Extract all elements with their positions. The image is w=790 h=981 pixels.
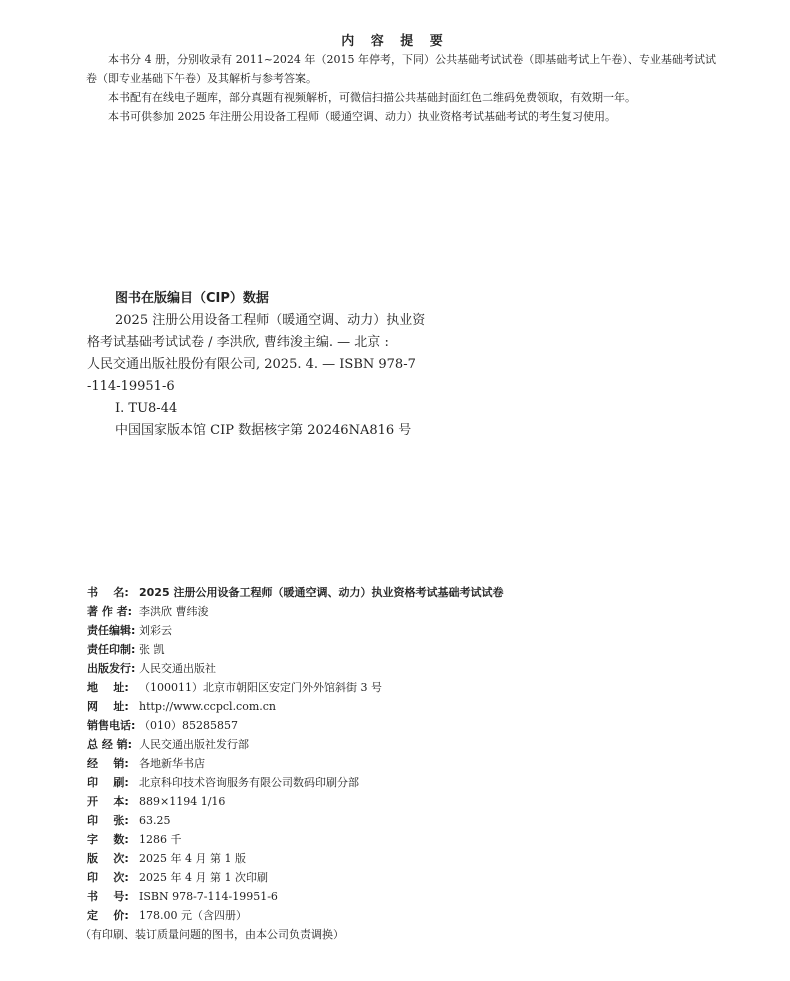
summary-section — [86, 50, 716, 126]
cip-heading: 图书在版编目（CIP）数据 — [115, 291, 269, 306]
colophon-value: 1286 千 — [139, 833, 182, 846]
summary-paragraph: 本书配有在线电子题库，部分真题有视频解析，可微信扫描公共基础封面红色二维码免费领取，有效期一年。 — [108, 91, 636, 104]
colophon-label: 印 次: — [87, 871, 129, 884]
colophon-value: （100011）北京市朝阳区安定门外外馆斜街 3 号 — [139, 681, 382, 694]
colophon-value: ISBN 978-7-114-19951-6 — [139, 890, 278, 903]
colophon-label: 销售电话: — [87, 719, 136, 732]
colophon-label: 书 号: — [87, 890, 129, 903]
summary-paragraph: 本书可供参加 2025 年注册公用设备工程师（暖通空调、动力）执业资格考试基础考试的考生复习使用。 — [108, 110, 616, 123]
colophon-row-title — [87, 583, 737, 602]
colophon-label: 印 刷: — [87, 776, 129, 789]
cip-classification: Ⅰ. TU8-44 — [115, 401, 178, 416]
colophon-value: 各地新华书店 — [139, 757, 205, 770]
colophon-row-format — [87, 792, 737, 811]
colophon-label: 书 名: — [87, 586, 129, 599]
colophon-value: 2025 年 4 月 第 1 版 — [139, 852, 246, 865]
colophon-row-edition — [87, 849, 737, 868]
colophon-row-publisher — [87, 659, 737, 678]
colophon-label: 总 经 销: — [87, 738, 133, 751]
colophon-row-sheets — [87, 811, 737, 830]
colophon-label: 责任印制: — [87, 643, 136, 656]
colophon-row-print-manager — [87, 640, 737, 659]
cip-line: 格考试基础考试试卷 / 李洪欣, 曹纬浚主编. — 北京 : — [87, 335, 389, 350]
cip-data-block — [87, 288, 487, 442]
colophon-value: 张 凯 — [139, 643, 165, 656]
colophon-label: 著 作 者: — [87, 605, 133, 618]
colophon-row-retailer — [87, 754, 737, 773]
colophon-row-word-count — [87, 830, 737, 849]
colophon-label: 经 销: — [87, 757, 129, 770]
colophon-label: 网 址: — [87, 700, 129, 713]
colophon-value: http://www.ccpcl.com.cn — [139, 700, 277, 713]
colophon-value: 人民交通出版社 — [139, 662, 216, 675]
cip-line: 人民交通出版社股份有限公司, 2025. 4. — ISBN 978-7 — [87, 357, 416, 372]
colophon-label: 地 址: — [87, 681, 129, 694]
colophon-row-address — [87, 678, 737, 697]
cip-line: 2025 注册公用设备工程师（暖通空调、动力）执业资 — [115, 313, 426, 328]
colophon-row-printer — [87, 773, 737, 792]
colophon-value: 人民交通出版社发行部 — [139, 738, 249, 751]
colophon-row-distributor — [87, 735, 737, 754]
colophon-row-author — [87, 602, 737, 621]
cip-line: -114-19951-6 — [87, 379, 175, 394]
colophon-row-website — [87, 697, 737, 716]
colophon-label: 字 数: — [87, 833, 129, 846]
colophon-row-printing — [87, 868, 737, 887]
summary-paragraph: 本书分 4 册，分别收录有 2011~2024 年（2015 年停考，下同）公共基础考试试卷（即基础考试上午卷）、专业基础考试试卷（即专业基础下午卷）及其解析与参考答案。 — [86, 53, 716, 85]
colophon-label: 开 本: — [87, 795, 129, 808]
colophon-row-editor — [87, 621, 737, 640]
colophon — [80, 583, 737, 944]
colophon-value: 刘彩云 — [139, 624, 172, 637]
colophon-label: 责任编辑: — [87, 624, 136, 637]
colophon-label: 出版发行: — [87, 662, 136, 675]
colophon-value: （010）85285857 — [139, 719, 238, 732]
colophon-row-price — [87, 906, 737, 925]
colophon-value: 北京科印技术咨询服务有限公司数码印刷分部 — [139, 776, 359, 789]
colophon-value: 889×1194 1/16 — [139, 795, 226, 808]
colophon-label: 版 次: — [87, 852, 129, 865]
quality-note: （有印刷、装订质量问题的图书，由本公司负责调换） — [80, 928, 344, 941]
colophon-value: 2025 年 4 月 第 1 次印刷 — [139, 871, 268, 884]
colophon-value: 李洪欣 曹纬浚 — [139, 605, 209, 618]
colophon-row-sales-phone — [87, 716, 737, 735]
colophon-label: 定 价: — [87, 909, 129, 922]
colophon-value: 63.25 — [139, 814, 171, 827]
colophon-value: 2025 注册公用设备工程师（暖通空调、动力）执业资格考试基础考试试卷 — [139, 586, 504, 599]
cip-record-number: 中国国家版本馆 CIP 数据核字第 20246NA816 号 — [115, 423, 412, 438]
colophon-label: 印 张: — [87, 814, 129, 827]
colophon-row-isbn — [87, 887, 737, 906]
colophon-value: 178.00 元（含四册） — [139, 909, 247, 922]
summary-title: 内 容 提 要 — [341, 34, 449, 49]
